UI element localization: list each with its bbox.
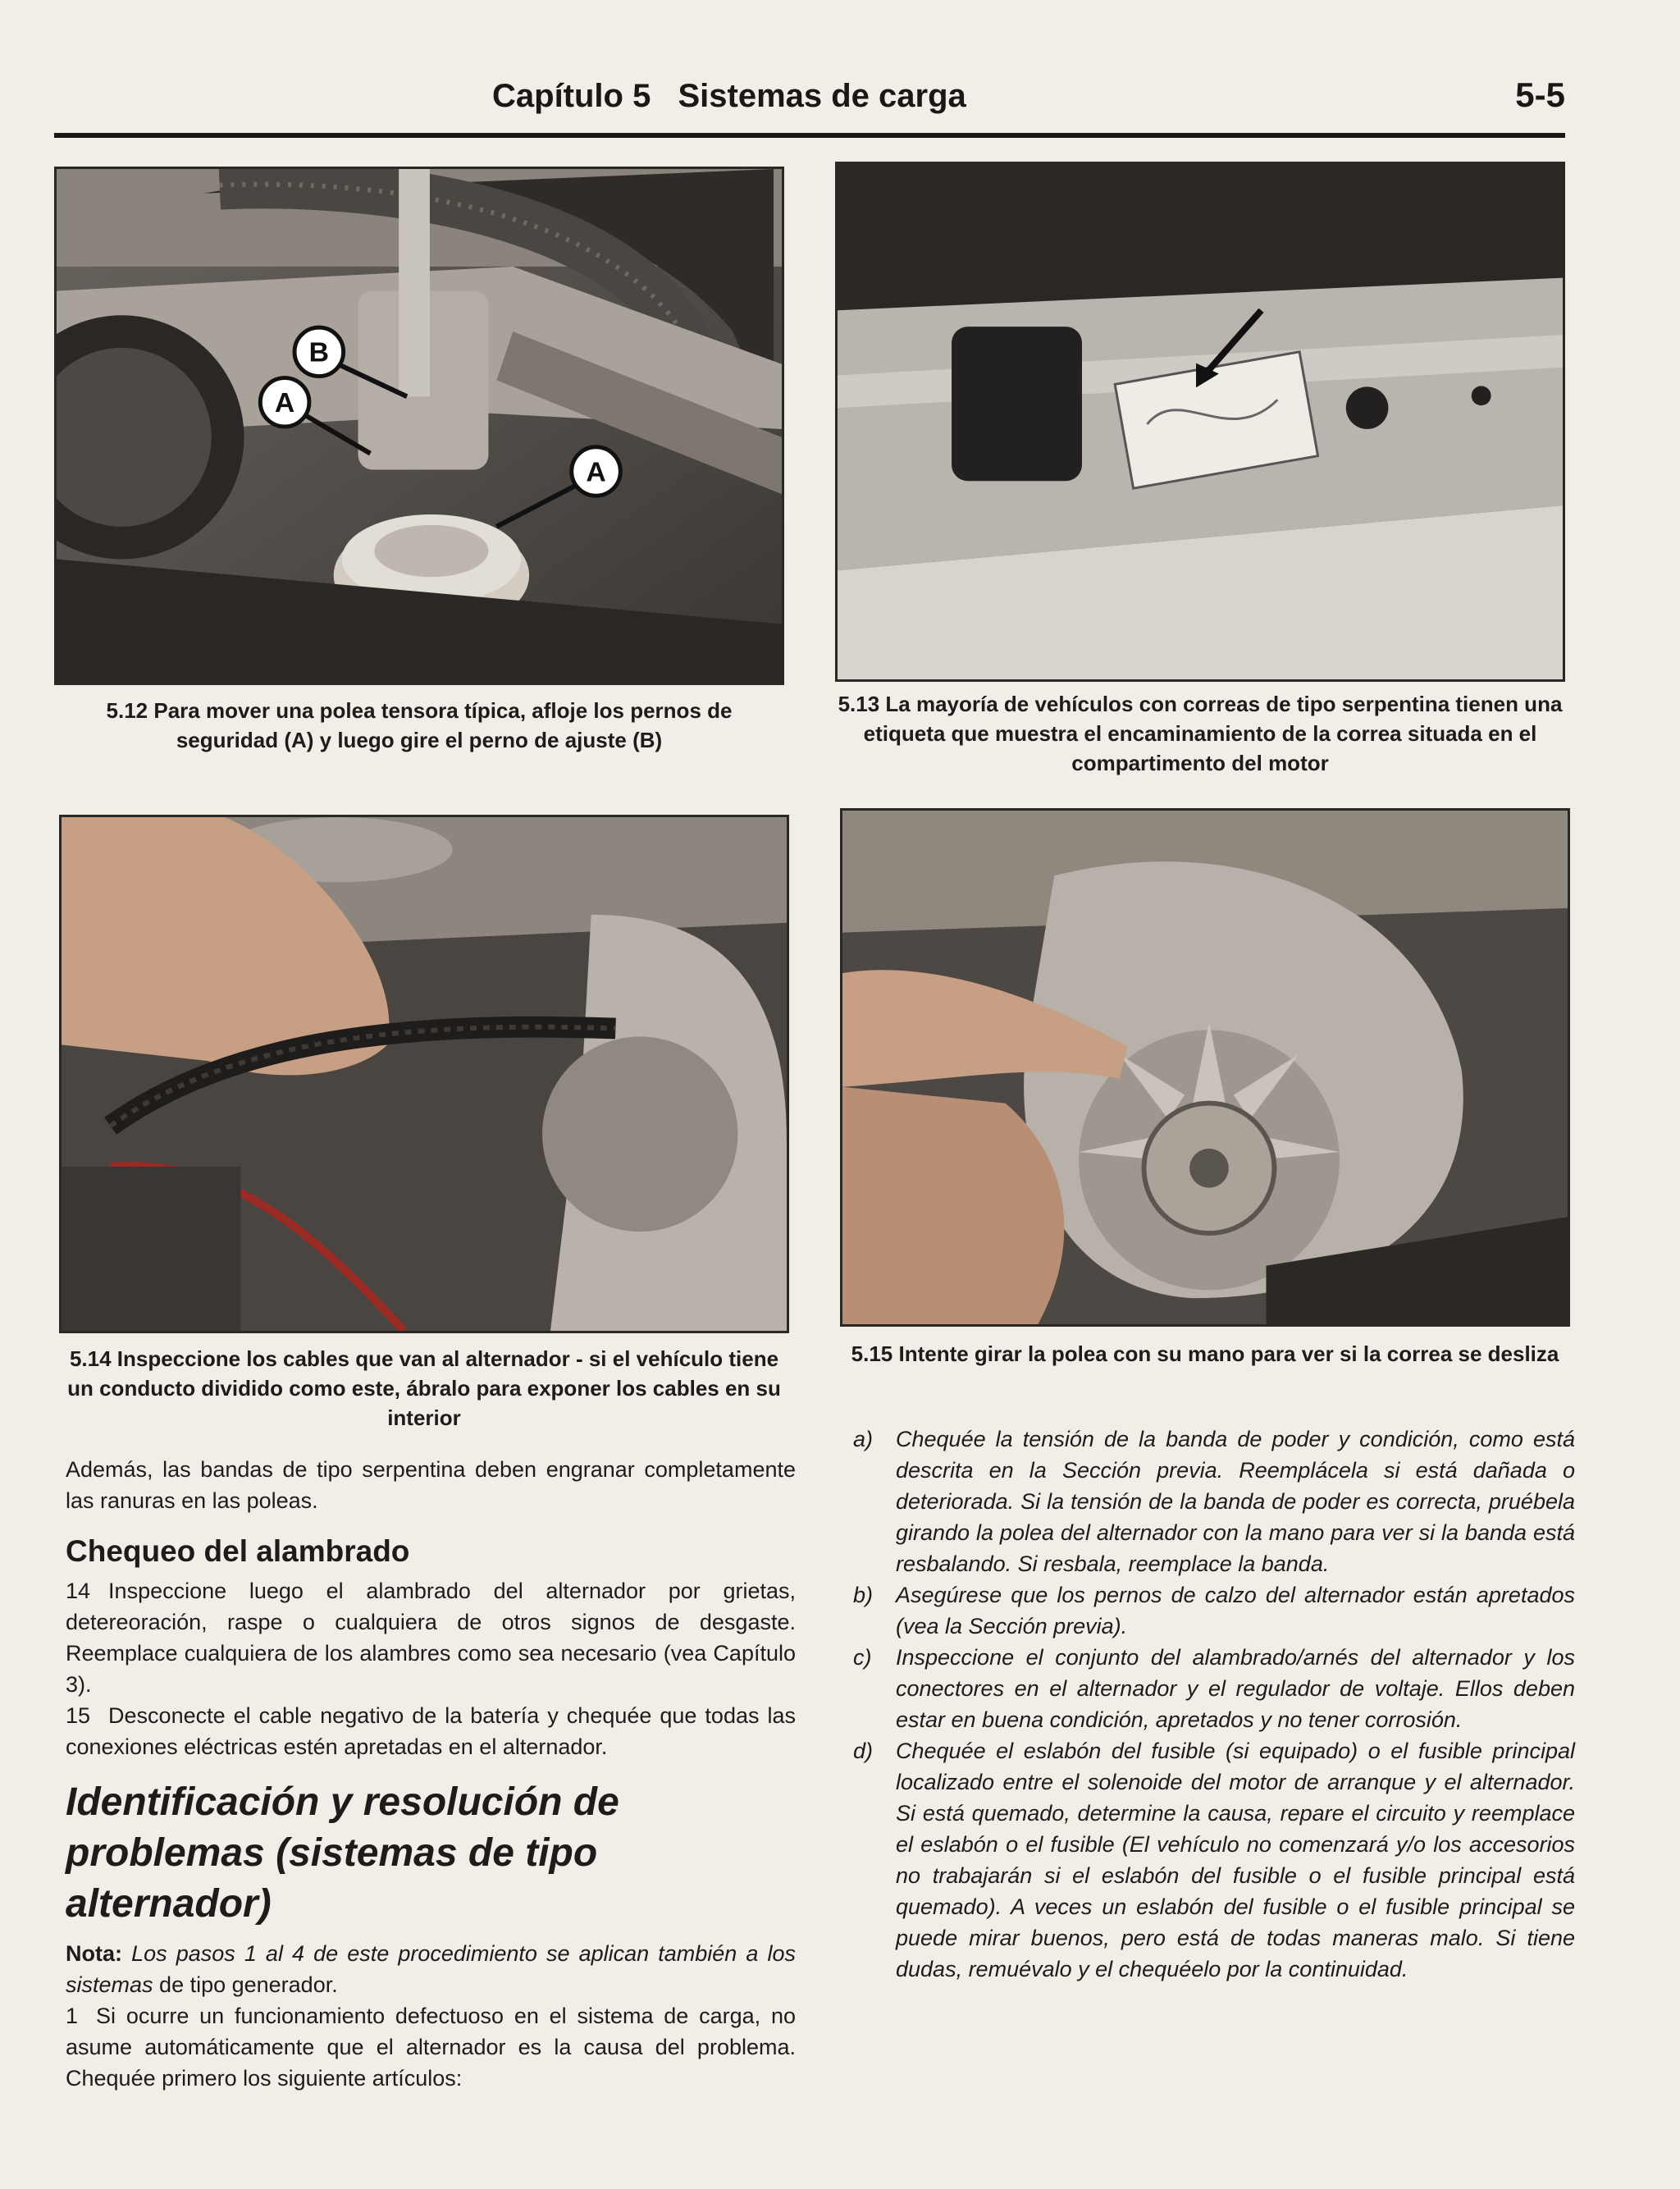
page-header: [492, 78, 1230, 115]
list-label-a: a): [853, 1427, 874, 1451]
callout-b: B: [308, 336, 330, 368]
main-heading-troubleshooting: Identificación y resolución de problemas (sistemas de tipo alternador): [66, 1780, 619, 1926]
list-item-b: [853, 1579, 1575, 1642]
list-item-a: [853, 1424, 1575, 1579]
note-italic-text: Los pasos 1 al 4 de este procedimiento se aplican también a los sistemas: [66, 1941, 796, 1997]
note-label: Nota:: [66, 1941, 122, 1966]
chapter-label: Capítulo 5: [492, 78, 651, 114]
intro-paragraph: Además, las bandas de tipo serpentina deben engranar completamente las ranuras en las poleas.: [66, 1457, 796, 1513]
alternator-photo-illustration: [842, 811, 1568, 1324]
list-text-d: Chequée el eslabón del fusible (si equipado) o el fusible principal localizado entre el solenoide del motor de arranque y el alternador. Si está quemado, determine la causa, repare el circuito y reemplace el eslabón o el fusible (El vehículo no comenzará y/o los accesorios no trabajarán si el eslabón del fusible o el fusible principal está quemado). A veces un eslabón del fusible o el fusible principal se puede mirar buenos, pero está de todas maneras malo. Si tiene dudas, remuévalo y el chequéelo por la continuidad.: [896, 1739, 1575, 1981]
callout-a-right: A: [586, 456, 606, 488]
list-text-c: Inspeccione el conjunto del alambrado/arnés del alternador y los conectores en el alternador y el regulador de voltaje. Ellos deben estar en buena condición, apretados y no tener corrosión.: [896, 1645, 1575, 1732]
left-text-column: [66, 1454, 796, 2094]
step-15: [66, 1700, 796, 1762]
step-14: [66, 1575, 796, 1700]
step-1-text: Si ocurre un funcionamiento defectuoso en el sistema de carga, no asume automáticamente que el alternador es la causa del problema. Chequée primero los siguiente artículos:: [66, 2004, 796, 2091]
hand-cables-photo-illustration: [62, 817, 787, 1331]
caption-5-12: 5.12 Para mover una polea tensora típica, afloje los pernos de seguridad (A) y luego gire el perno de ajuste (B): [106, 698, 733, 752]
step-1-number: 1: [66, 2004, 79, 2028]
caption-5-14: 5.14 Inspeccione los cables que van al alternador - si el vehículo tiene un conducto dividido como este, ábralo para exponer los cables en su interior: [67, 1346, 781, 1430]
note-rest-text: de tipo generador.: [159, 1972, 338, 1997]
photo-alternator-cables: [59, 815, 789, 1333]
step-15-number: 15: [66, 1703, 91, 1728]
list-label-b: b): [853, 1583, 874, 1607]
engine-photo-illustration: [57, 169, 782, 683]
step-14-text: Inspeccione luego el alambrado del alternador por grietas, detereoración, raspe o cualquiera de otros signos de desgaste. Reemplace cualquiera de los alambres como sea necesario (vea Capítulo 3).: [66, 1579, 796, 1697]
section-heading-wiring: Chequeo del alambrado: [66, 1534, 410, 1568]
list-label-d: d): [853, 1739, 874, 1763]
photo-belt-routing-label: [835, 162, 1565, 682]
list-label-c: c): [853, 1645, 872, 1670]
engine-bay-photo-illustration: [838, 164, 1563, 679]
right-text-column: [853, 1424, 1575, 1985]
header-rule: [54, 133, 1565, 138]
note-paragraph: [66, 1938, 796, 2000]
step-1: [66, 2000, 796, 2094]
caption-5-15: 5.15 Intente girar la polea con su mano para ver si la correa se desliza: [851, 1341, 1559, 1366]
list-text-a: Chequée la tensión de la banda de poder y condición, como está descrita en la Sección previa. Reemplácela si está dañada o deteriorada. Si la tensión de la banda de poder es correcta, pruébela girando la polea del alternador con la mano para ver si la banda está resbalando. Si resbala, reemplace la banda.: [896, 1427, 1575, 1576]
list-item-c: [853, 1642, 1575, 1735]
step-15-text: Desconecte el cable negativo de la batería y chequée que todas las conexiones eléctricas estén apretadas en el alternador.: [66, 1703, 796, 1759]
list-text-b: Asegúrese que los pernos de calzo del alternador están apretados (vea la Sección previa).: [896, 1583, 1575, 1638]
caption-5-13: 5.13 La mayoría de vehículos con correas de tipo serpentina tienen una etiqueta que muestra el encaminamiento de la correa situada en el compartimento del motor: [838, 692, 1563, 775]
photo-turning-pulley: [840, 808, 1570, 1327]
callout-a-left: A: [274, 387, 295, 419]
page-number: 5-5: [1515, 75, 1565, 114]
list-item-d: [853, 1735, 1575, 1985]
step-14-number: 14: [66, 1579, 91, 1603]
photo-tensioner-pulley: [54, 167, 784, 685]
chapter-title: Sistemas de carga: [678, 78, 966, 114]
